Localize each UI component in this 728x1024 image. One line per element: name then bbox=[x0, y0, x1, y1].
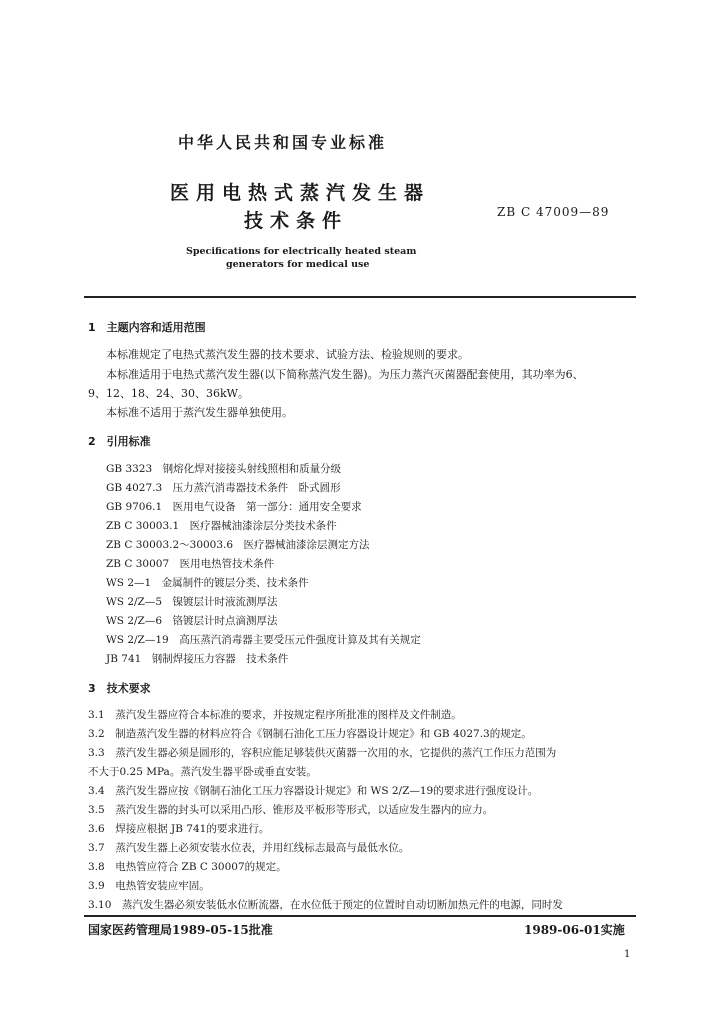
reference-item: ZB C 30003.2～30003.6 医疗器械油漆涂层测定方法 bbox=[106, 539, 370, 551]
section-1-heading: 1 主题内容和适用范围 bbox=[88, 321, 206, 334]
clause-3-2: 3.2 制造蒸汽发生器的材料应符合《钢制石油化工压力容器设计规定》和 GB 4027.3的规定。 bbox=[88, 728, 532, 740]
clause-3-6: 3.6 焊接应根据 JB 741的要求进行。 bbox=[88, 823, 270, 835]
footer-divider bbox=[84, 915, 636, 917]
reference-item: WS 2/Z—19 高压蒸汽消毒器主要受压元件强度计算及其有关规定 bbox=[106, 634, 421, 646]
clause-3-3-cont: 不大于0.25 MPa。蒸汽发生器平卧或垂直安装。 bbox=[88, 766, 317, 778]
reference-item: GB 4027.3 压力蒸汽消毒器技术条件 卧式圆形 bbox=[106, 482, 341, 494]
clause-3-5: 3.5 蒸汽发生器的封头可以采用凸形、锥形及平板形等形式，以适应发生器内的应力。 bbox=[88, 804, 494, 816]
effective-date: 1989-06-01实施 bbox=[524, 923, 625, 937]
clause-3-7: 3.7 蒸汽发生器上必须安装水位表，并用红线标志最高与最低水位。 bbox=[88, 842, 410, 854]
section-1-para-2: 本标准适用于电热式蒸汽发生器(以下简称蒸汽发生器)。为压力蒸汽灭菌器配套使用，其功率为6、 bbox=[106, 368, 584, 381]
reference-item: JB 741 钢制焊接压力容器 技术条件 bbox=[106, 653, 289, 665]
section-1-para-1: 本标准规定了电热式蒸汽发生器的技术要求、试验方法、检验规则的要求。 bbox=[106, 348, 469, 361]
clause-3-1: 3.1 蒸汽发生器应符合本标准的要求，并按规定程序所批准的图样及文件制造。 bbox=[88, 709, 462, 721]
english-title-line2: generators for medical use bbox=[226, 259, 370, 270]
reference-item: WS 2/Z—5 镍镀层计时液流测厚法 bbox=[106, 596, 278, 608]
reference-item: ZB C 30007 医用电热管技术条件 bbox=[106, 558, 275, 570]
reference-item: ZB C 30003.1 医疗器械油漆涂层分类技术条件 bbox=[106, 520, 337, 532]
doc-title-line1: 医用电热式蒸汽发生器 bbox=[170, 182, 431, 204]
section-2-heading: 2 引用标准 bbox=[88, 435, 151, 448]
clause-3-4: 3.4 蒸汽发生器应按《钢制石油化工压力容器设计规定》和 WS 2/Z—19的要求进行强度设计。 bbox=[88, 785, 539, 797]
standard-number: ZB C 47009—89 bbox=[497, 205, 610, 219]
english-title-line1: Specifications for electrically heated steam bbox=[186, 246, 417, 257]
section-1-para-2-cont: 9、12、18、24、30、36kW。 bbox=[88, 387, 249, 400]
doc-title-line2: 技术条件 bbox=[244, 210, 349, 232]
header-divider bbox=[84, 296, 636, 298]
clause-3-9: 3.9 电热管安装应牢固。 bbox=[88, 880, 210, 892]
reference-item: WS 2/Z—6 铬镀层计时点滴测厚法 bbox=[106, 615, 278, 627]
section-3-heading: 3 技术要求 bbox=[88, 682, 151, 695]
section-1-para-3: 本标准不适用于蒸汽发生器单独使用。 bbox=[106, 406, 293, 419]
national-title: 中华人民共和国专业标准 bbox=[178, 133, 388, 152]
clause-3-3: 3.3 蒸汽发生器必须是圆形的，容积应能足够装供灭菌器一次用的水，它提供的蒸汽工作压力范围为 bbox=[88, 747, 557, 759]
approval-line: 国家医药管理局1989-05-15批准 bbox=[88, 923, 273, 937]
clause-3-8: 3.8 电热管应符合 ZB C 30007的规定。 bbox=[88, 861, 287, 873]
page-number: 1 bbox=[624, 949, 631, 960]
reference-item: WS 2—1 金属制件的镀层分类、技术条件 bbox=[106, 577, 309, 589]
clause-3-10: 3.10 蒸汽发生器必须安装低水位断流器，在水位低于预定的位置时自动切断加热元件的电源，同时发 bbox=[88, 899, 563, 911]
reference-item: GB 9706.1 医用电气设备 第一部分：通用安全要求 bbox=[106, 501, 362, 513]
reference-item: GB 3323 钢熔化焊对接接头射线照相和质量分级 bbox=[106, 463, 342, 475]
